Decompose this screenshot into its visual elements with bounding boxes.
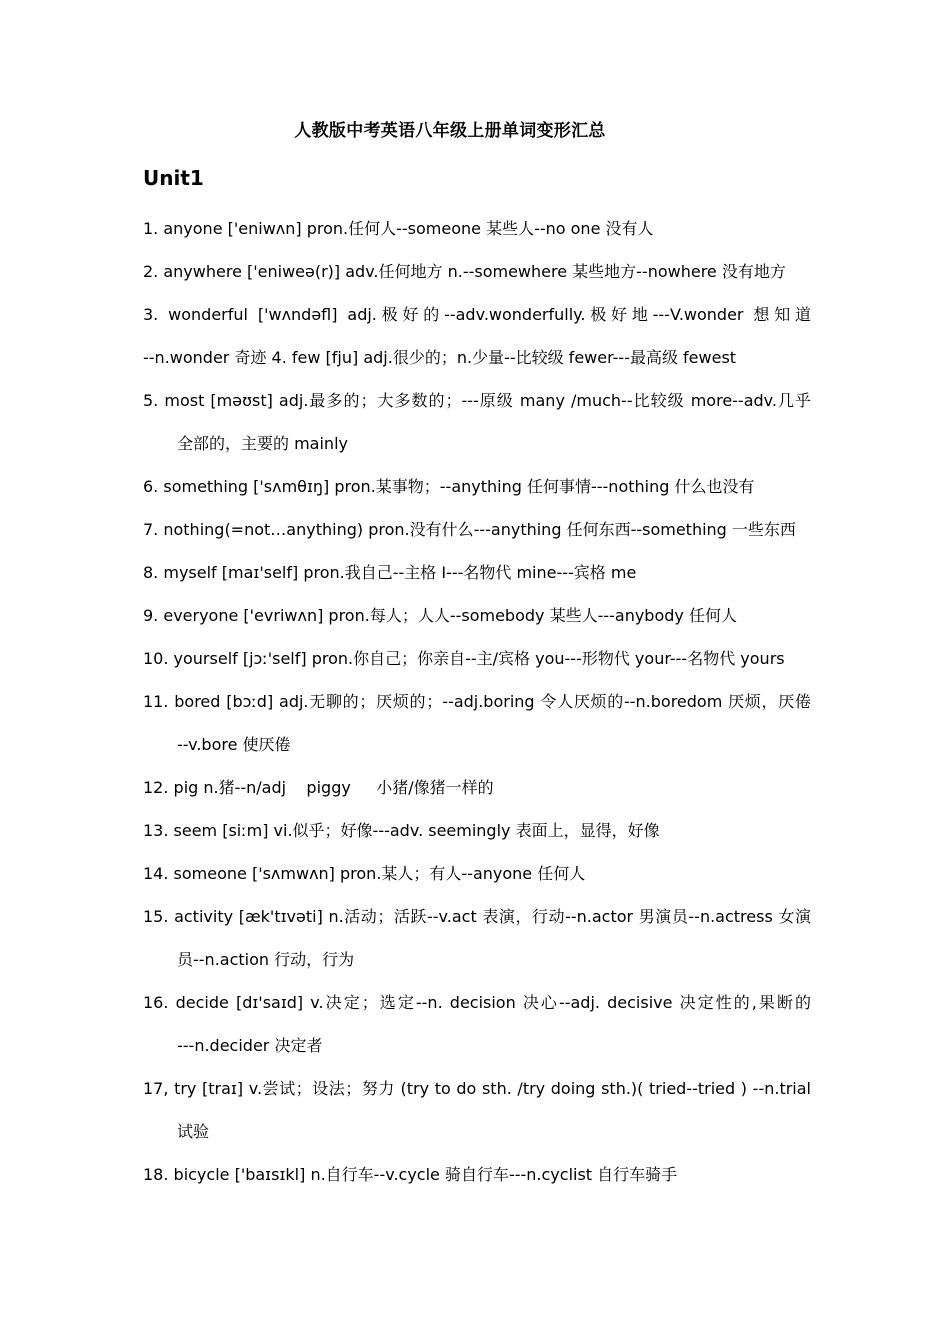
unit-heading: Unit1 xyxy=(143,166,204,190)
entry-line: 18. bicycle ['baɪsɪkl] n.自行车--v.cycle 骑自行车---n.cyclist 自行车骑手 xyxy=(143,1165,678,1184)
entry-line: 13. seem [siːm] vi.似乎；好像---adv. seemingly 表面上，显得，好像 xyxy=(143,821,660,840)
entry-line: 7. nothing(=not…anything) pron.没有什么---anything 任何东西--something 一些东西 xyxy=(143,520,796,539)
entry-line-continuation: 试验 xyxy=(177,1122,210,1141)
entry-line-continuation: --v.bore 使厌倦 xyxy=(177,735,291,754)
entry-line: 3. wonderful ['wʌndəfl] adj.极好的--adv.wonderfully.极好地---V.wonder 想知道 xyxy=(143,305,811,324)
entry-line: 16. decide [dɪ'saɪd] v.决定；选定--n. decision 决心--adj. decisive 决定性的,果断的 xyxy=(143,993,811,1012)
entry-line: 17, try [traɪ] v.尝试；设法；努力 (try to do sth. /try doing sth.)( tried--tried ) --n.trial xyxy=(143,1079,811,1098)
entry-line: 1. anyone ['eniwʌn] pron.任何人--someone 某些人--no one 没有人 xyxy=(143,219,654,238)
entry-line: 14. someone ['sʌmwʌn] pron.某人；有人--anyone 任何人 xyxy=(143,864,586,883)
entry-line: 15. activity [æk'tɪvəti] n.活动；活跃--v.act 表演，行动--n.actor 男演员--n.actress 女演 xyxy=(143,907,811,926)
entry-line: 6. something ['sʌmθɪŋ] pron.某事物；--anything 任何事情---nothing 什么也没有 xyxy=(143,477,755,496)
entry-line-continuation: ---n.decider 决定者 xyxy=(177,1036,323,1055)
entry-line-continuation: 员--n.action 行动，行为 xyxy=(177,950,355,969)
entry-line-continuation: 全部的，主要的 mainly xyxy=(177,434,348,453)
entry-line: 5. most [məʊst] adj.最多的；大多数的；---原级 many /much--比较级 more--adv.几乎 xyxy=(143,391,811,410)
entry-line: --n.wonder 奇迹 4. few [fju] adj.很少的；n.少量--比较级 fewer---最高级 fewest xyxy=(143,348,737,367)
entry-line: 12. pig n.猪--n/adj piggy 小猪/像猪一样的 xyxy=(143,778,494,797)
entry-line: 2. anywhere ['eniweə(r)] adv.任何地方 n.--somewhere 某些地方--nowhere 没有地方 xyxy=(143,262,786,281)
entry-line: 9. everyone ['evriwʌn] pron.每人；人人--somebody 某些人---anybody 任何人 xyxy=(143,606,737,625)
document-title: 人教版中考英语八年级上册单词变形汇总 xyxy=(294,121,606,141)
entry-line: 11. bored [bɔːd] adj.无聊的；厌烦的；--adj.boring 令人厌烦的--n.boredom 厌烦，厌倦 xyxy=(143,692,811,711)
entry-line: 10. yourself [jɔː'self] pron.你自己；你亲自--主/宾格 you---形物代 your---名物代 yours xyxy=(143,649,785,668)
entry-line: 8. myself [maɪ'self] pron.我自己--主格 I---名物代 mine---宾格 me xyxy=(143,563,637,582)
